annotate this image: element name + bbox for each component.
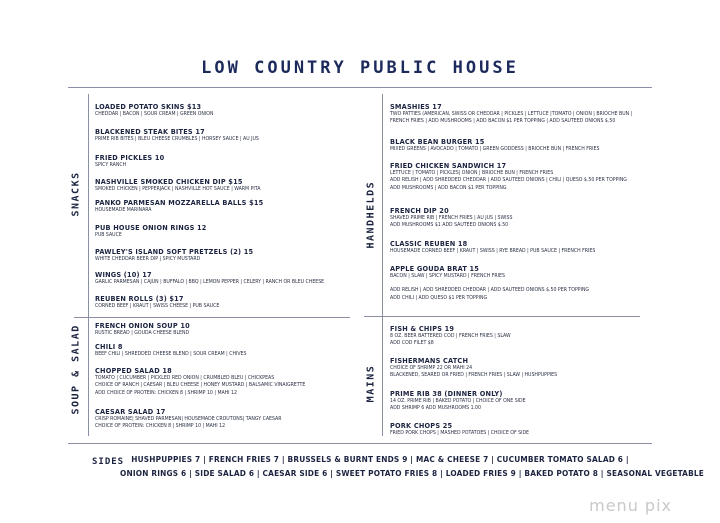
item-name: NASHVILLE SMOKED CHICKEN DIP $15 xyxy=(95,177,243,186)
left-mid-divider xyxy=(74,317,350,318)
item-desc: CHOICE OF RANCH | CAESAR | BLEU CHEESE | HONEY MUSTARD | BALSAMIC VINAIGRETTE xyxy=(95,382,306,389)
item-desc: BLACKENED, SEARED OR FRIED | FRENCH FRIES | SLAW | HUSHPUPPIES xyxy=(390,372,558,379)
section-label-snacks: SNACKS xyxy=(70,171,82,217)
item-desc: RUSTIC BREAD | GOUDA CHEESE BLEND xyxy=(95,330,190,336)
item-name: CAESAR SALAD 17 xyxy=(95,407,166,416)
item-desc: ADD RELISH | ADD SHREDDED CHEDDAR | ADD SAUTEED ONIONS | CHILI | QUESO $.50 PER TOPPING xyxy=(390,177,627,184)
item-desc: CHOICE OF SHRIMP 22 OR MAHI 24 xyxy=(390,365,473,371)
bottom-divider xyxy=(68,443,652,444)
item-desc: SPICY RANCH xyxy=(95,162,127,168)
section-label-mains: MAINS xyxy=(365,364,377,403)
item-name: PUB HOUSE ONION RINGS 12 xyxy=(95,223,207,232)
menupix-watermark: menu pix xyxy=(589,496,672,515)
item-name: WINGS (10) 17 xyxy=(95,270,152,279)
page-title: LOW COUNTRY PUBLIC HOUSE xyxy=(201,58,519,78)
sides-line-1: HUSHPUPPIES 7 | FRENCH FRIES 7 | BRUSSELS & BURNT ENDS 9 | MAC & CHEESE 7 | CUCUMBER TOMATO SALAD 6 | xyxy=(131,454,629,464)
menu-item xyxy=(95,198,263,214)
top-divider xyxy=(68,87,652,88)
item-name: FISH & CHIPS 19 xyxy=(390,324,455,333)
item-desc: ADD CHOICE OF PROTEIN: CHICKEN 8 | SHRIMP 10 | MAHI 12 xyxy=(95,389,237,396)
menu-item xyxy=(390,239,595,255)
item-desc: CRISP ROMAINE| SHAVED PARMESAN| HOUSEMADE CROUTONS| TANGY CAESAR xyxy=(95,416,282,422)
menu-item xyxy=(390,161,627,192)
item-desc xyxy=(390,280,589,287)
menu-item xyxy=(390,356,557,380)
section-label-soup-salad: SOUP & SALAD xyxy=(70,324,82,415)
item-desc: ADD COD FILET $8 xyxy=(390,340,434,347)
item-desc: SHAVED PRIME RIB | FRENCH FRIES | AU JUS | SWISS xyxy=(390,215,513,221)
item-desc: PUB SAUCE xyxy=(95,232,122,238)
item-desc: FRENCH FRIES | ADD MUSHROOMS | ADD BACON $1 PER TOPPING | ADD SAUTEED ONIONS $.50 xyxy=(390,118,616,125)
item-desc: WHITE CHEDDAR BEER DIP | SPICY MUSTARD xyxy=(95,256,201,262)
item-name: FISHERMANS CATCH xyxy=(390,356,469,365)
item-name: CHOPPED SALAD 18 xyxy=(95,366,172,375)
menu-item xyxy=(390,324,511,348)
item-name: PRIME RIB 38 (DINNER ONLY) xyxy=(390,389,503,398)
menu-item xyxy=(390,264,589,302)
item-desc: ADD MUSHROOMS $1 ADD SAUTEED ONIONS $.50 xyxy=(390,222,509,229)
item-desc: HOUSEMADE MARINARA xyxy=(95,207,152,213)
left-section-divider xyxy=(88,94,89,436)
item-name: CHILI 8 xyxy=(95,342,123,351)
item-desc: CHOICE OF PROTEIN: CHICKEN 8 | SHRIMP 10 | MAHI 12 xyxy=(95,423,226,430)
sides-line-2: ONION RINGS 6 | SIDE SALAD 6 | CAESAR SIDE 6 | SWEET POTATO FRIES 8 | LOADED FRIES 9 | BAKED POTATO 8 | SEASONAL VEGETABLE xyxy=(120,468,705,478)
menu-item xyxy=(390,206,512,230)
item-desc: ADD CHILI | ADD QUESO $1 PER TOPPING xyxy=(390,294,488,301)
menu-item xyxy=(390,102,632,126)
item-desc: ADD SHRIMP 6 ADD MUSHROOMS 1.00 xyxy=(390,405,481,412)
menu-item xyxy=(95,342,246,358)
sides-label: SIDES xyxy=(92,457,125,467)
right-section-divider xyxy=(382,94,383,436)
menu-item xyxy=(390,137,599,153)
menu-item xyxy=(95,177,260,193)
item-name: REUBEN ROLLS (3) $17 xyxy=(95,294,184,303)
item-name: APPLE GOUDA BRAT 15 xyxy=(390,264,480,273)
menu-item xyxy=(95,127,259,143)
item-name: BLACKENED STEAK BITES 17 xyxy=(95,127,205,136)
item-desc: CHEDDAR | BACON | SOUR CREAM | GREEN ONION xyxy=(95,111,214,117)
section-label-handhelds: HANDHELDS xyxy=(365,180,377,249)
item-desc: CORNED BEEF | KRAUT | SWISS CHEESE | PUB SAUCE xyxy=(95,303,220,309)
item-desc: GARLIC PARMESAN | CAJUN | BUFFALO | BBQ | LEMON PEPPER | CELERY | RANCH OR BLEU CHEESE xyxy=(95,279,325,285)
item-desc: PRIME RIB BITES | BLEU CHEESE CRUMBLES | HORSEY SAUCE | AU JUS xyxy=(95,136,259,142)
item-name: PAWLEY'S ISLAND SOFT PRETZELS (2) 15 xyxy=(95,247,254,256)
item-name: LOADED POTATO SKINS $13 xyxy=(95,102,202,111)
menu-item xyxy=(95,321,190,337)
menu-item xyxy=(95,270,324,286)
menu-item xyxy=(95,223,207,239)
item-name: CLASSIC REUBEN 18 xyxy=(390,239,468,248)
item-name: FRENCH ONION SOUP 10 xyxy=(95,321,190,330)
menu-item xyxy=(95,102,213,118)
menu-item xyxy=(390,421,529,437)
item-desc: BACON | SLAW | SPICY MUSTARD | FRENCH FRIES xyxy=(390,273,505,279)
item-desc: LETTUCE | TOMATO | PICKLES| ONION | BRIOCHE BUN | FRENCH FRIES xyxy=(390,170,554,176)
item-desc: FRIED PORK CHOPS | MASHED POTATOES | CHOICE OF SIDE xyxy=(390,430,529,436)
item-desc: HOUSEMADE CORNED BEEF | KRAUT | SWISS | RYE BREAD | PUB SAUCE | FRENCH FRIES xyxy=(390,248,596,254)
item-name: BLACK BEAN BURGER 15 xyxy=(390,137,485,146)
menu-item xyxy=(390,389,526,413)
item-desc: 14 OZ. PRIME RIB | BAKED POTATO | CHOICE OF ONE SIDE xyxy=(390,398,526,404)
menu-item xyxy=(95,247,253,263)
item-desc: TWO PATTIES (AMERICAN, SWISS OR CHEDDAR | PICKLES | LETTUCE |TOMATO | ONION | BRIOCHE BUN | xyxy=(390,111,633,117)
menu-item xyxy=(95,294,219,310)
item-name: PANKO PARMESAN MOZZARELLA BALLS $15 xyxy=(95,198,264,207)
item-name: PORK CHOPS 25 xyxy=(390,421,453,430)
item-desc: TOMATO | CUCUMBER | PICKLED RED ONION | CRUMBLED BLEU | CHICKPEAS xyxy=(95,375,275,381)
menu-item xyxy=(95,153,164,169)
item-desc: BEEF CHILI | SHREDDED CHEESE BLEND | SOUR CREAM | CHIVES xyxy=(95,351,247,357)
item-desc: ADD MUSHROOMS | ADD BACON $1 PER TOPPING xyxy=(390,184,507,191)
item-desc: 8 OZ. BEER BATTERED COD | FRENCH FRIES | SLAW xyxy=(390,333,511,339)
menu-item xyxy=(95,366,305,397)
item-desc: ADD RELISH | ADD SHREDDED CHEDDAR | ADD SAUTEED ONIONS $.50 PER TOPPING xyxy=(390,287,590,294)
item-desc: MIXED GREENS | AVOCADO | TOMATO | GREEN GODDESS | BRIOCHE BUN | FRENCH FRIES xyxy=(390,146,600,152)
item-name: FRIED CHICKEN SANDWICH 17 xyxy=(390,161,507,170)
item-desc: SMOKED CHICKEN | PEPPERJACK | NASHVILLE HOT SAUCE | WARM PITA xyxy=(95,186,261,192)
item-name: FRENCH DIP 20 xyxy=(390,206,449,215)
menu-item xyxy=(95,407,281,431)
item-name: SMASHIES 17 xyxy=(390,102,442,111)
item-name: FRIED PICKLES 10 xyxy=(95,153,165,162)
right-mid-divider xyxy=(364,316,640,317)
